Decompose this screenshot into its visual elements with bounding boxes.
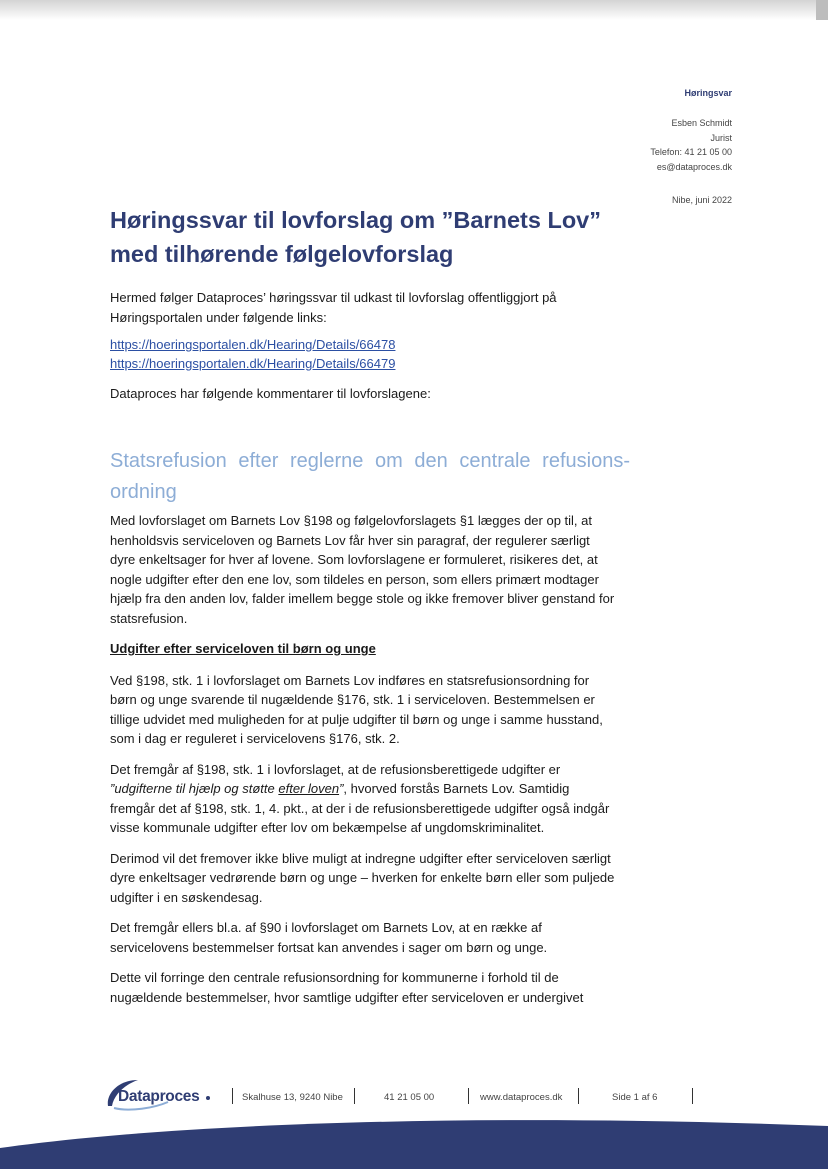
comments-intro bbox=[110, 384, 615, 404]
paragraph-3 bbox=[110, 760, 615, 838]
scan-edge bbox=[0, 0, 828, 20]
footer bbox=[104, 1072, 724, 1112]
paragraph-1: Med lovforslaget om Barnets Lov §198 og følgelovforslagets §1 lægges der op til, at henholdsvis serviceloven og Barnets Lov får hver sin paragraf, der regulerer særligt dyre enkeltsager for hver af lovene. Som lovforslagene er formuleret, risikeres det, at nogle udgifter efter den ene lov, som tildeles en person, som ellers primært modtager hjælp fra den anden lov, falder imellem begge stole og ikke fremover bliver genstand for statsrefusion. bbox=[110, 513, 615, 626]
page-number: Side 1 af 6 bbox=[612, 1092, 658, 1103]
footer-web[interactable]: www.dataproces.dk bbox=[480, 1092, 563, 1103]
paragraph-2: Ved §198, stk. 1 i lovforslaget om Barnets Lov indføres en statsrefusionsordning for børn og unge svarende til nugældende §176, stk. 1 i serviceloven. Bestemmelsen er tillige udvidet med muligheden for at pulje udgifter til børn og unge i samme husstand, som i dag er reguleret i servicelovens §176, stk. 2. bbox=[110, 672, 603, 746]
subheading: Udgifter efter serviceloven til børn og unge bbox=[110, 641, 376, 656]
footer-band bbox=[0, 1108, 828, 1169]
footer-phone: 41 21 05 00 bbox=[384, 1092, 435, 1103]
section-body bbox=[110, 511, 615, 1018]
link-list bbox=[110, 336, 615, 373]
logo-text: Dataproces bbox=[118, 1088, 200, 1105]
contact-phone: Telefon: 41 21 05 00 bbox=[650, 147, 732, 157]
paragraph-6: Dette vil forringe den centrale refusionsordning for kommunerne i forhold til de nugældende bestemmelser, hvor samtlige udgifter efter serviceloven er undergivet bbox=[110, 970, 584, 1005]
title-line-2: med tilhørende følgelovforslag bbox=[110, 241, 454, 267]
comments-text: Dataproces har følgende kommentarer til lovforslagene: bbox=[110, 386, 431, 401]
intro bbox=[110, 288, 615, 327]
footer-divider bbox=[354, 1088, 355, 1104]
contact-name: Esben Schmidt bbox=[671, 118, 732, 128]
doc-type: Høringsvar bbox=[684, 88, 732, 98]
hearing-link-1[interactable]: https://hoeringsportalen.dk/Hearing/Details/66478 bbox=[110, 337, 396, 352]
quote: ”udgifterne til hjælp og støtte bbox=[110, 781, 279, 796]
footer-address: Skalhuse 13, 9240 Nibe bbox=[242, 1092, 343, 1103]
quote-end: ” bbox=[339, 781, 344, 796]
paragraph-4: Derimod vil det fremover ikke blive muligt at indregne udgifter efter serviceloven særligt dyre enkeltsager vedrørende børn og unge – hverken for enkelte børn eller som puljede udgifter i en søskendesag. bbox=[110, 850, 615, 905]
paragraph-3-start: Det fremgår af §198, stk. 1 i lovforslaget, at de refusionsberettigede udgifter er bbox=[110, 761, 561, 777]
contact-email: es@dataproces.dk bbox=[656, 161, 732, 172]
footer-divider bbox=[692, 1088, 693, 1104]
section-heading: Statsrefusion efter reglerne om den centrale refusions-ordning bbox=[110, 450, 630, 503]
paragraph-5: Det fremgår ellers bl.a. af §90 i lovforslaget om Barnets Lov, at en række af servicelovens bestemmelser fortsat kan anvendes i sager om børn og unge. bbox=[110, 920, 548, 955]
dataproces-logo bbox=[104, 1072, 216, 1112]
hearing-link-2[interactable]: https://hoeringsportalen.dk/Hearing/Details/66479 bbox=[110, 355, 396, 371]
title-line-1: Høringssvar til lovforslag om ”Barnets Lov” bbox=[110, 207, 601, 233]
contact-role: Jurist bbox=[710, 132, 732, 143]
scan-corner bbox=[816, 0, 828, 20]
doc-date: Nibe, juni 2022 bbox=[671, 195, 732, 205]
quote-underlined: efter loven bbox=[278, 781, 340, 796]
intro-text: Hermed følger Dataproces’ høringssvar til udkast til lovforslag offentliggjort på Høringsportalen under følgende links: bbox=[110, 290, 557, 325]
doc-type-label bbox=[684, 88, 732, 98]
contact-block bbox=[650, 116, 732, 174]
footer-divider bbox=[232, 1088, 233, 1104]
footer-divider bbox=[468, 1088, 469, 1104]
page-title bbox=[110, 203, 670, 271]
footer-divider bbox=[578, 1088, 579, 1104]
paragraph-3-end: , hvorved forstås Barnets Lov. Samtidig fremgår det af §198, stk. 1, 4. pkt., at der i de refusionsberettigede udgifter også indgår visse kommunale udgifter efter lov om bekæmpelse af ungdomskriminalitet. bbox=[110, 781, 610, 835]
